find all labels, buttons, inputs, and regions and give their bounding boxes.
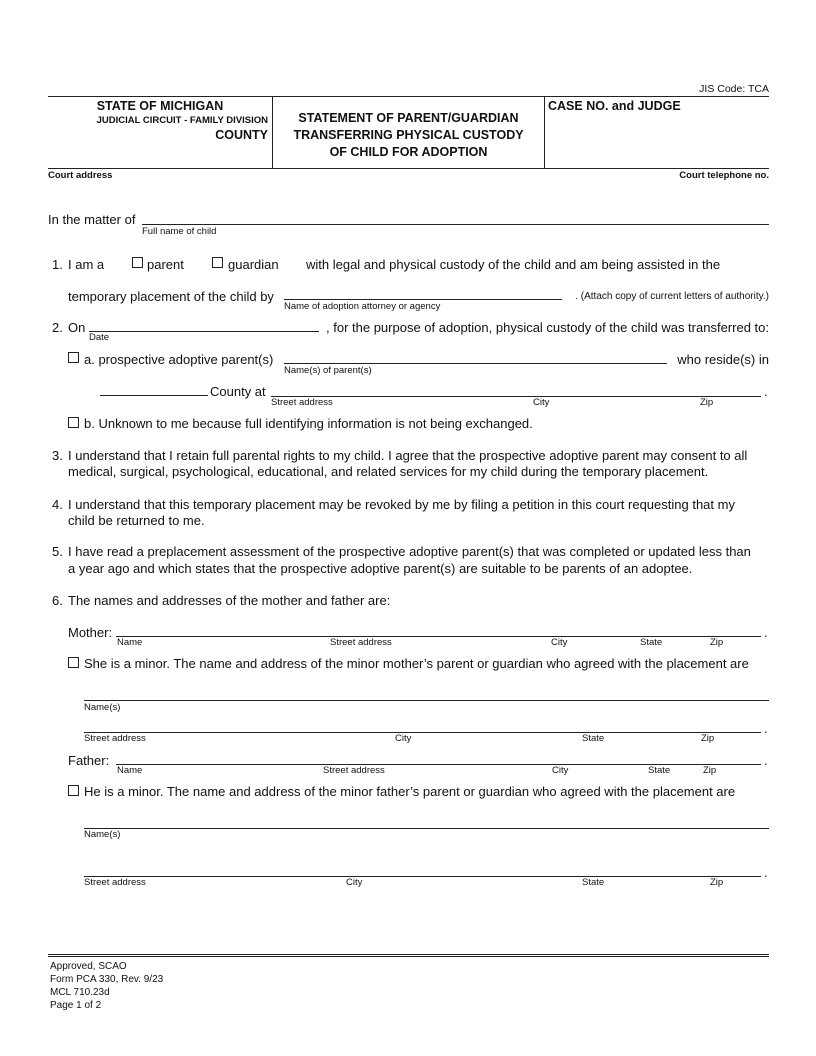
father-name-label: Name bbox=[117, 765, 143, 776]
item3-number: 3. bbox=[52, 448, 63, 463]
footer-rule-2 bbox=[48, 956, 769, 957]
footer-page: Page 1 of 2 bbox=[50, 1000, 102, 1011]
mother-minor-checkbox[interactable] bbox=[68, 657, 79, 668]
item2b-text: b. Unknown to me because full identifying information is not being exchanged. bbox=[84, 416, 533, 431]
form-title-line-2: TRANSFERRING PHYSICAL CUSTODY bbox=[293, 128, 524, 142]
adoptive-parents-field[interactable] bbox=[284, 363, 667, 364]
item1-line2-suffix: . (Attach copy of current letters of authority.) bbox=[575, 291, 769, 302]
item2-number: 2. bbox=[52, 320, 63, 335]
footer-rule-1 bbox=[48, 954, 769, 955]
circuit-name: JUDICIAL CIRCUIT - FAMILY DIVISION bbox=[96, 115, 268, 126]
item5-line1: I have read a preplacement assessment of the prospective adoptive parent(s) that was completed or updated less than bbox=[68, 544, 751, 559]
item2-text: , for the purpose of adoption, physical custody of the child was transferred to: bbox=[326, 320, 769, 335]
form-title bbox=[273, 110, 544, 161]
adoptive-street-label: Street address bbox=[271, 397, 333, 408]
form-title-line-1: STATEMENT OF PARENT/GUARDIAN bbox=[298, 111, 519, 125]
father-minor-text: He is a minor. The name and address of the minor father’s parent or guardian who agreed with the placement are bbox=[84, 784, 736, 799]
adoptive-address-field[interactable] bbox=[271, 396, 761, 397]
mother-guardian-street-label: Street address bbox=[84, 733, 146, 744]
father-state-label: State bbox=[648, 765, 671, 776]
father-city-label: City bbox=[552, 765, 569, 776]
item2-lead: On bbox=[68, 320, 86, 335]
mother-guardian-names-field[interactable] bbox=[84, 700, 769, 701]
jis-code: JIS Code: TCA bbox=[699, 83, 769, 95]
adoptive-zip-label: Zip bbox=[700, 397, 714, 408]
case-no-field[interactable] bbox=[548, 112, 768, 167]
father-street-label: Street address bbox=[323, 765, 385, 776]
father-guardian-street-label: Street address bbox=[84, 877, 146, 888]
case-no-label: CASE NO. and JUDGE bbox=[548, 99, 681, 113]
child-name-field[interactable] bbox=[142, 224, 769, 225]
county-field[interactable] bbox=[100, 395, 208, 396]
father-guardian-names-label: Name(s) bbox=[84, 829, 121, 840]
item6-intro: The names and addresses of the mother and father are: bbox=[68, 593, 391, 608]
mother-guardian-names-label: Name(s) bbox=[84, 702, 121, 713]
father-minor-checkbox[interactable] bbox=[68, 785, 79, 796]
form-title-line-3: OF CHILD FOR ADOPTION bbox=[329, 145, 488, 159]
footer-mcl: MCL 710.23d bbox=[50, 987, 110, 998]
adoptive-parents-label: Name(s) of parent(s) bbox=[284, 365, 372, 376]
mother-period: . bbox=[764, 625, 768, 640]
mother-label: Mother: bbox=[68, 625, 113, 640]
header-divider-2 bbox=[544, 97, 545, 169]
county-at-text: County at bbox=[210, 384, 266, 399]
mother-city-label: City bbox=[551, 637, 568, 648]
item1-text: with legal and physical custody of the child and am being assisted in the bbox=[306, 257, 721, 272]
item1-line2-prefix: temporary placement of the child by bbox=[68, 289, 274, 304]
father-period: . bbox=[764, 753, 768, 768]
mother-guardian-state-label: State bbox=[582, 733, 605, 744]
header-bottom-rule bbox=[48, 168, 769, 169]
item5-number: 5. bbox=[52, 544, 63, 559]
father-guardian-city-label: City bbox=[346, 877, 363, 888]
father-guardian-state-label: State bbox=[582, 877, 605, 888]
court-address-label: Court address bbox=[48, 170, 113, 181]
mother-guardian-address-field[interactable] bbox=[84, 732, 761, 733]
mother-field[interactable] bbox=[116, 636, 761, 637]
guardian-label: guardian bbox=[228, 257, 279, 272]
parent-label: parent bbox=[147, 257, 184, 272]
item2a-text: a. prospective adoptive parent(s) bbox=[84, 352, 274, 367]
mother-guardian-zip-label: Zip bbox=[701, 733, 715, 744]
item1-lead: I am a bbox=[68, 257, 105, 272]
mother-street-label: Street address bbox=[330, 637, 392, 648]
footer-info bbox=[50, 960, 163, 1012]
footer-approved: Approved, SCAO bbox=[50, 961, 127, 972]
footer-form-number: Form PCA 330, Rev. 9/23 bbox=[50, 974, 164, 985]
state-name: STATE OF MICHIGAN bbox=[96, 99, 224, 113]
attorney-field[interactable] bbox=[284, 299, 562, 300]
father-label: Father: bbox=[68, 753, 110, 768]
father-guardian-period: . bbox=[764, 865, 768, 880]
item1-number: 1. bbox=[52, 257, 63, 272]
item4-line2: child be returned to me. bbox=[68, 513, 205, 528]
parent-checkbox[interactable] bbox=[132, 257, 143, 268]
item2b-checkbox[interactable] bbox=[68, 417, 79, 428]
mother-guardian-city-label: City bbox=[395, 733, 412, 744]
item3-line2: medical, surgical, psychological, educational, and related services for my child during the temporary placement. bbox=[68, 464, 709, 479]
father-guardian-names-field[interactable] bbox=[84, 828, 769, 829]
adoptive-city-label: City bbox=[533, 397, 550, 408]
child-name-label: Full name of child bbox=[142, 226, 217, 237]
county-label: COUNTY bbox=[215, 128, 268, 142]
court-telephone-label: Court telephone no. bbox=[679, 170, 769, 181]
mother-minor-text: She is a minor. The name and address of the minor mother’s parent or guardian who agreed with the placement are bbox=[84, 656, 749, 671]
guardian-checkbox[interactable] bbox=[212, 257, 223, 268]
mother-zip-label: Zip bbox=[710, 637, 724, 648]
date-label: Date bbox=[89, 332, 110, 343]
item6-number: 6. bbox=[52, 593, 63, 608]
resides-text: who reside(s) in bbox=[677, 352, 769, 367]
matter-prefix: In the matter of bbox=[48, 212, 136, 227]
father-guardian-zip-label: Zip bbox=[710, 877, 724, 888]
attorney-label: Name of adoption attorney or agency bbox=[284, 301, 441, 312]
date-field[interactable] bbox=[89, 331, 319, 332]
father-guardian-address-field[interactable] bbox=[84, 876, 761, 877]
item4-number: 4. bbox=[52, 497, 63, 512]
father-zip-label: Zip bbox=[703, 765, 717, 776]
item2a-checkbox[interactable] bbox=[68, 352, 79, 363]
header-top-rule bbox=[48, 96, 769, 97]
mother-name-label: Name bbox=[117, 637, 143, 648]
mother-guardian-period: . bbox=[764, 721, 768, 736]
item5-line2: a year ago and which states that the prospective adoptive parent(s) are suitable to be parents of an adoptee. bbox=[68, 561, 693, 576]
address-period: . bbox=[764, 384, 768, 399]
item3-line1: I understand that I retain full parental rights to my child. I agree that the prospective adoptive parent may consent to all bbox=[68, 448, 748, 463]
item4-line1: I understand that this temporary placement may be revoked by me by filing a petition in this court requesting that my bbox=[68, 497, 735, 512]
mother-state-label: State bbox=[640, 637, 663, 648]
